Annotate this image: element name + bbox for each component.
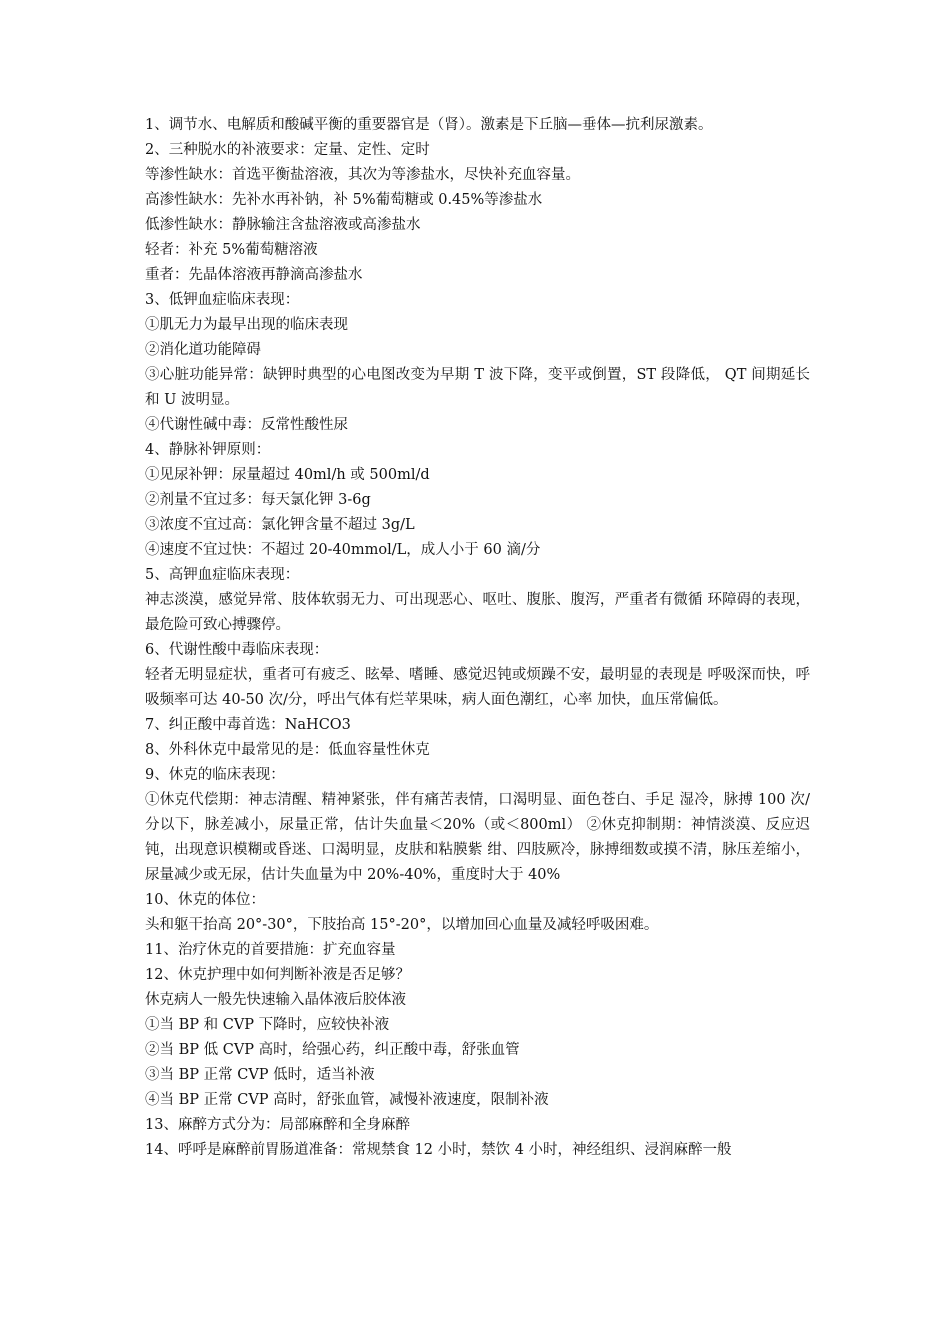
text-line: 8、外科休克中最常见的是：低血容量性休克 — [145, 742, 430, 758]
text-line: 7、纠正酸中毒首选：NaHCO3 — [145, 717, 351, 733]
text-line: 休克病人一般先快速输入晶体液后胶体液 — [145, 992, 406, 1008]
text-paragraph: 轻者无明显症状，重者可有疲乏、眩晕、嗜睡、感觉迟钝或烦躁不安，最明显的表现是 呼吸深而快，呼吸频率可达 40-50 次/分，呼出气体有烂苹果味，病人面色潮红，心率 加快，血压常偏低。 — [145, 667, 810, 708]
document-body — [145, 113, 810, 1163]
text-line: ④当 BP 正常 CVP 高时，舒张血管，减慢补液速度，限制补液 — [145, 1092, 549, 1108]
section-heading: 10、休克的体位： — [145, 892, 265, 908]
text-line: ③浓度不宜过高：氯化钾含量不超过 3g/L — [145, 517, 415, 533]
text-paragraph: ①休克代偿期：神志清醒、精神紧张，伴有痛苦表情，口渴明显、面色苍白、手足 湿冷，脉搏 100 次/分以下，脉差减小，尿量正常，估计失血量＜20%（或＜800ml） ②休克抑制期：神情淡漠、反应迟钝，出现意识模糊或昏迷、口渴明显，皮肤和粘膜紫 绀、四肢厥冷，脉搏细数或摸不清，脉压差缩小，尿量减少或无尿，估计失血量为中 20%-40%，重度时大于 40% — [145, 792, 810, 883]
text-line: 14、呼呼是麻醉前胃肠道准备：常规禁食 12 小时，禁饮 4 小时，神经组织、浸润麻醉一般 — [145, 1142, 732, 1158]
text-line: 1、调节水、电解质和酸碱平衡的重要器官是（肾）。激素是下丘脑—垂体—抗利尿激素。 — [145, 117, 713, 133]
text-paragraph: ③心脏功能异常：缺钾时典型的心电图改变为早期 T 波下降，变平或倒置，ST 段降低， QT 间期延长和 U 波明显。 — [145, 367, 810, 408]
section-heading: 9、休克的临床表现： — [145, 767, 285, 783]
section-heading: 4、静脉补钾原则： — [145, 442, 271, 458]
text-line: ③当 BP 正常 CVP 低时，适当补液 — [145, 1067, 375, 1083]
text-line: ①肌无力为最早出现的临床表现 — [145, 317, 348, 333]
text-line: 2、三种脱水的补液要求：定量、定性、定时 — [145, 142, 430, 158]
text-line: 13、麻醉方式分为：局部麻醉和全身麻醉 — [145, 1117, 410, 1133]
text-line: 高渗性缺水：先补水再补钠，补 5%葡萄糖或 0.45%等渗盐水 — [145, 192, 543, 208]
section-heading: 12、休克护理中如何判断补液是否足够？ — [145, 967, 410, 983]
text-paragraph: 神志淡漠，感觉异常、肢体软弱无力、可出现恶心、呕吐、腹胀、腹泻，严重者有微循 环障碍的表现，最危险可致心搏骤停。 — [145, 592, 810, 633]
text-line: ①当 BP 和 CVP 下降时，应较快补液 — [145, 1017, 390, 1033]
text-line: 11、治疗休克的首要措施：扩充血容量 — [145, 942, 396, 958]
section-heading: 5、高钾血症临床表现： — [145, 567, 300, 583]
text-line: 头和躯干抬高 20°-30°，下肢抬高 15°-20°，以增加回心血量及减轻呼吸困难。 — [145, 917, 659, 933]
text-line: 轻者：补充 5%葡萄糖溶液 — [145, 242, 318, 258]
text-line: ④代谢性碱中毒：反常性酸性尿 — [145, 417, 348, 433]
text-line: 低渗性缺水：静脉输注含盐溶液或高渗盐水 — [145, 217, 421, 233]
text-line: ②剂量不宜过多：每天氯化钾 3-6g — [145, 492, 371, 508]
text-line: 等渗性缺水：首选平衡盐溶液，其次为等渗盐水，尽快补充血容量。 — [145, 167, 580, 183]
text-line: ①见尿补钾：尿量超过 40ml/h 或 500ml/d — [145, 467, 430, 483]
section-heading: 6、代谢性酸中毒临床表现： — [145, 642, 329, 658]
text-line: ②当 BP 低 CVP 高时，给强心药，纠正酸中毒，舒张血管 — [145, 1042, 520, 1058]
text-line: ②消化道功能障碍 — [145, 342, 261, 358]
text-line: ④速度不宜过快：不超过 20-40mmol/L，成人小于 60 滴/分 — [145, 542, 541, 558]
text-line: 重者：先晶体溶液再静滴高渗盐水 — [145, 267, 363, 283]
section-heading: 3、低钾血症临床表现： — [145, 292, 300, 308]
